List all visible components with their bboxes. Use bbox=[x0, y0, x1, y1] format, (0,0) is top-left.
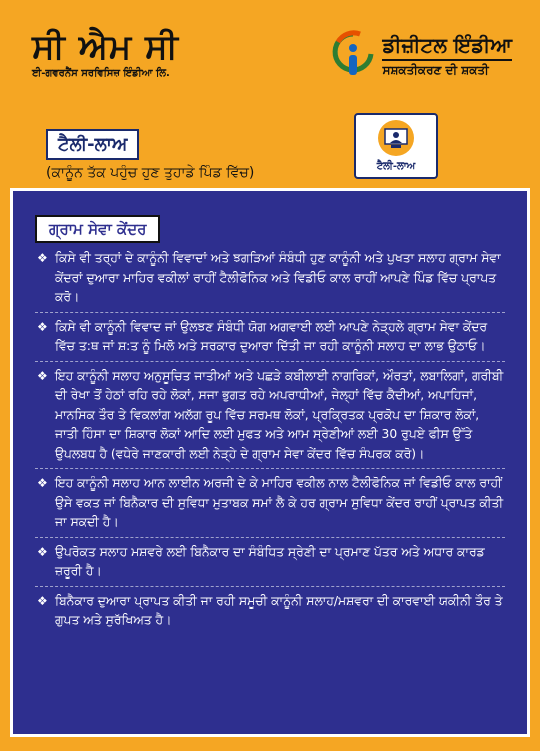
list-item bbox=[35, 318, 505, 362]
digital-india-tagline: ਸਸ਼ਕਤੀਕਰਣ ਦੀ ਸ਼ਕਤੀ bbox=[382, 59, 512, 78]
list-item-text: ਉਪਰੋਕਤ ਸਲਾਹ ਮਸ਼ਵਰੇ ਲਈ ਬਿਨੈਕਾਰ ਦਾ ਸੰਬੰਧਿਤ ਸ੍ਰੇਣੀ ਦਾ ਪ੍ਰਮਾਣ ਪੱਤਰ ਅਤੇ ਅਧਾਰ ਕਾਰਡ ਜ਼ਰੂਰੀ ਹੈ। bbox=[55, 544, 485, 578]
list-item bbox=[35, 249, 505, 313]
tele-law-badge bbox=[354, 113, 438, 179]
digital-india-title: ਡੀਜ਼ੀਟਲ ਇੰਡੀਆ bbox=[382, 32, 512, 57]
digital-india-brand bbox=[330, 28, 512, 82]
list-item-text: ਇਹ ਕਾਨੂੰਨੀ ਸਲਾਹ ਆਨ ਲਾਈਨ ਅਰਜੀ ਦੇ ਕੇ ਮਾਹਿਰ ਵਕੀਲ ਨਾਲ ਟੈਲੀਫੋਨਿਕ ਜਾਂ ਵਿਡੀਓ ਕਾਲ ਰਾਹੀਂ ਉਸੇ ਵਕਤ ਜਾਂ ਬਿਨੈਕਾਰ ਦੀ ਸੁਵਿਧਾ ਮੁਤਾਬਕ ਸਮਾਂ ਲੈ ਕੇ ਹਰ ਗ੍ਰਾਮ ਸੁਵਿਧਾ ਕੇਂਦਰ ਰਾਹੀਂ ਪ੍ਰਾਪਤ ਕੀਤੀ ਜਾ ਸਕਦੀ ਹੈ। bbox=[55, 476, 504, 529]
gram-seva-panel bbox=[10, 188, 530, 737]
video-call-icon bbox=[376, 119, 416, 157]
tele-law-badge-label: ਟੈਲੀ-ਲਾਅ bbox=[376, 161, 416, 172]
panel-heading: ਗ੍ਰਾਮ ਸੇਵਾ ਕੇਂਦਰ bbox=[35, 215, 160, 243]
csc-subtitle: ਈ-ਗਵਰਨੈਂਸ ਸਰਵਿਸਿਜ਼ ਇੰਡੀਆ ਲਿ. bbox=[32, 68, 170, 79]
list-item-text: ਕਿਸੇ ਵੀ ਕਾਨੂੰਨੀ ਵਿਵਾਦ ਜਾਂ ਉਲਝਣ ਸੰਬੰਧੀ ਯੋਗ ਅਗਵਾਈ ਲਈ ਆਪਣੇ ਨੇੜ੍ਹਲੇ ਗ੍ਰਾਮ ਸੇਵਾ ਕੇਂਦਰ ਵਿੱਚ ਤ:ਥ ਜਾਂ ਸ਼:ਤ ਨੂੰ ਮਿਲੋ ਅਤੇ ਸਰਕਾਰ ਦੁਆਰਾ ਦਿੱਤੀ ਜਾ ਰਹੀ ਕਾਨੂੰਨੀ ਸਲਾਹ ਦਾ ਲਾਭ ਉਠਾਓ। bbox=[55, 319, 488, 353]
diamond-bullet-icon: ❖ bbox=[37, 476, 48, 490]
digital-india-logo-icon bbox=[330, 28, 376, 82]
diamond-bullet-icon: ❖ bbox=[37, 319, 48, 334]
list-item bbox=[35, 474, 505, 538]
list-item-text: ਬਿਨੈਕਾਰ ਦੁਆਰਾ ਪ੍ਰਾਪਤ ਕੀਤੀ ਜਾ ਰਹੀ ਸਮੂਚੀ ਕਾਨੂੰਨੀ ਸਲਾਹ/ਮਸ਼ਵਰਾ ਦੀ ਕਾਰਵਾਈ ਯਕੀਨੀ ਤੌਰ ਤੇ ਗੁਪਤ ਅਤੇ ਸੁਰੱਖਿਅਤ ਹੈ। bbox=[55, 593, 503, 627]
list-item bbox=[35, 592, 505, 635]
diamond-bullet-icon: ❖ bbox=[37, 251, 48, 265]
diamond-bullet-icon: ❖ bbox=[37, 593, 48, 608]
header bbox=[10, 10, 530, 105]
tele-law-subtitle: (ਕਾਨੂੰਨ ਤੱਕ ਪਹੁੰਚ ਹੁਣ ਤੁਹਾਡੇ ਪਿੰਡ ਵਿੱਚ) bbox=[46, 165, 255, 181]
list-item-text: ਇਹ ਕਾਨੂੰਨੀ ਸਲਾਹ ਅਨੁਸੂਚਿਤ ਜਾਤੀਆਂ ਅਤੇ ਪਛੜੇ ਕਬੀਲਾਈ ਨਾਗਰਿਕਾਂ, ਔਰਤਾਂ, ਲਬਾਲਿਗਾਂ, ਗਰੀਬੀ ਦੀ ਰੇਖਾ ਤੋਂ ਹੇਠਾਂ ਰਹਿ ਰਹੇ ਲੋਕਾਂ, ਸਜਾ ਭੁਗਤ ਰਹੇ ਅਪਰਾਧੀਆਂ, ਜੇਲ੍ਹਾਂ ਵਿੱਚ ਕੈਦੀਆਂ, ਅਪਾਹਿਜਾਂ, ਮਾਨਸਿਕ ਤੌਰ ਤੇ ਵਿਕਲਾਂਗ ਅਲੱਗ ਰੂਪ ਵਿੱਚ ਸਰਮਥ ਲੋਕਾਂ, ਪ੍ਰਕ੍ਰਿਤਕ ਪ੍ਰਕੋਪ ਦਾ ਸ਼ਿਕਾਰ ਲੋਕਾਂ, ਜਾਤੀ ਹਿੰਸਾ ਦਾ ਸ਼ਿਕਾਰ ਲੋਕਾਂ ਆਦਿ ਲਈ ਮੁਫਤ ਅਤੇ ਆਮ ਸ੍ਰੇਣੀਆਂ ਲਈ 30 ਰੁਪਏ ਫੀਸ ਉੱਤੇ ਉਪਲਬਧ ਹੈ (ਵਧੇਰੇ ਜਾਣਕਾਰੀ ਲਈ ਨੇੜ੍ਹੇ ਦੇ ਗ੍ਰਾਮ ਸੇਵਾ ਕੇਂਦਰ ਵਿੱਚ ਸੰਪਰਕ ਕਰੋ)। bbox=[55, 368, 504, 461]
info-list bbox=[35, 249, 505, 635]
list-item bbox=[35, 367, 505, 470]
tele-law-band bbox=[10, 105, 530, 187]
tele-law-title: ਟੈਲੀ-ਲਾਅ bbox=[46, 129, 139, 160]
diamond-bullet-icon: ❖ bbox=[37, 544, 48, 559]
csc-brand bbox=[32, 28, 179, 79]
list-item bbox=[35, 543, 505, 587]
csc-title: ਸੀ ਐਮ ਸੀ bbox=[32, 27, 179, 67]
list-item-text: ਕਿਸੇ ਵੀ ਤਰ੍ਹਾਂ ਦੇ ਕਾਨੂੰਨੀ ਵਿਵਾਦਾਂ ਅਤੇ ਝਗੜਿਆਂ ਸੰਬੰਧੀ ਹੁਣ ਕਾਨੂੰਨੀ ਅਤੇ ਪੁਖਤਾ ਸਲਾਹ ਗ੍ਰਾਮ ਸੇਵਾ ਕੇਂਦਰਾਂ ਦੁਆਰਾ ਮਾਹਿਰ ਵਕੀਲਾਂ ਰਾਹੀਂ ਟੈਲੀਫੋਨਿਕ ਅਤੇ ਵਿਡੀਓ ਕਾਲ ਰਾਹੀਂ ਆਪਣੇ ਪਿੰਡ ਵਿੱਚ ਪ੍ਰਾਪਤ ਕਰੋ। bbox=[55, 251, 501, 304]
diamond-bullet-icon: ❖ bbox=[37, 368, 48, 383]
